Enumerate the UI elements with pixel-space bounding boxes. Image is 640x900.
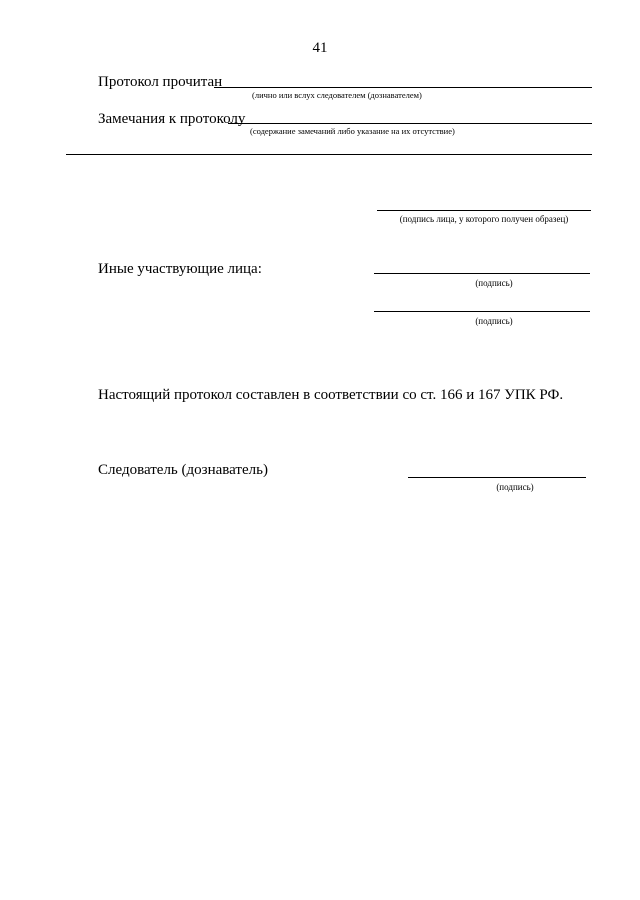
remarks-hint: (содержание замечаний либо указание на их отсутствие) bbox=[250, 126, 455, 136]
protocol-read-label: Протокол прочитан bbox=[98, 74, 223, 90]
participant-signature-caption-2: (подпись) bbox=[475, 316, 513, 326]
page-number: 41 bbox=[312, 40, 328, 56]
sample-signature-caption: (подпись лица, у которого получен образец) bbox=[399, 214, 569, 224]
protocol-read-hint: (лично или вслух следователем (дознавателем) bbox=[252, 90, 422, 100]
remarks-continuation-line bbox=[66, 154, 592, 155]
participant-signature-line-2 bbox=[374, 311, 590, 312]
participant-signature-caption-1: (подпись) bbox=[475, 278, 513, 288]
participant-signature-line-1 bbox=[374, 273, 590, 274]
investigator-label: Следователь (дознаватель) bbox=[98, 462, 268, 478]
investigator-signature-caption: (подпись) bbox=[496, 482, 534, 492]
remarks-label: Замечания к протоколу bbox=[98, 111, 246, 127]
other-participants-label: Иные участвующие лица: bbox=[98, 261, 262, 277]
remarks-line bbox=[228, 123, 592, 124]
sample-signature-line bbox=[377, 210, 591, 211]
investigator-signature-line bbox=[408, 477, 586, 478]
protocol-read-line bbox=[214, 87, 592, 88]
compliance-statement: Настоящий протокол составлен в соответствии со ст. 166 и 167 УПК РФ. bbox=[98, 387, 564, 403]
